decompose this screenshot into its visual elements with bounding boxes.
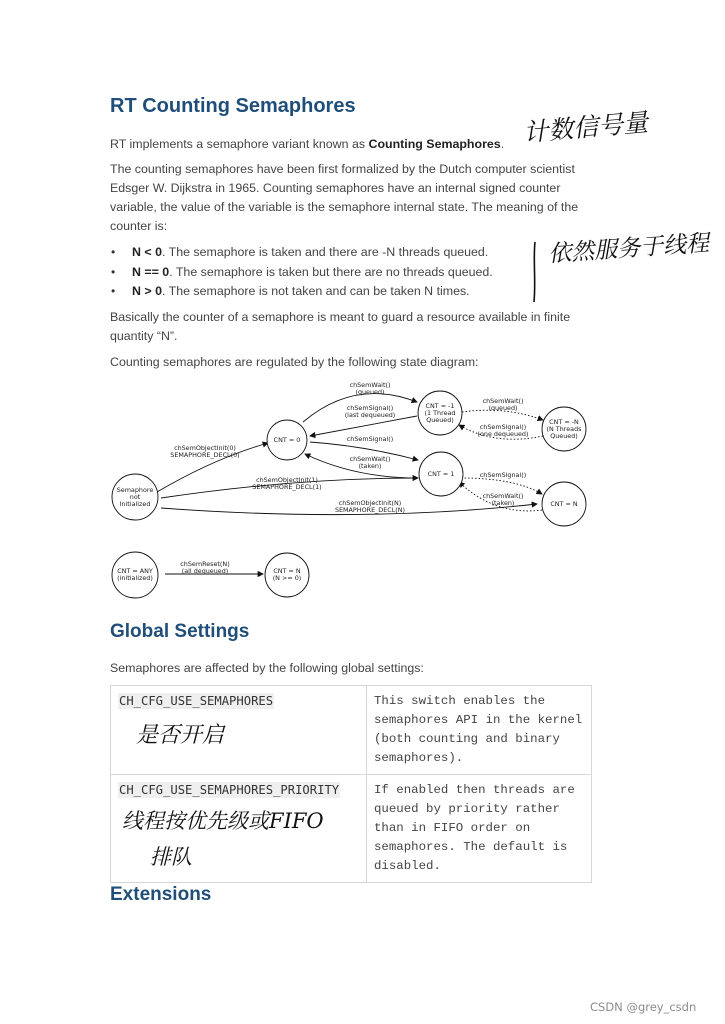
list-item bbox=[110, 263, 530, 283]
state-label: Queued) bbox=[550, 432, 578, 440]
setting-desc-cell bbox=[367, 775, 592, 883]
state-diagram bbox=[105, 378, 595, 603]
state-label: (N Threads bbox=[546, 425, 582, 433]
list-item-term: N < 0 bbox=[132, 245, 162, 259]
table-row bbox=[111, 775, 592, 883]
state-label: CNT = N bbox=[273, 567, 301, 575]
intro-text: RT implements a semaphore variant known as bbox=[110, 137, 369, 151]
state-label: CNT = N bbox=[550, 500, 578, 508]
setting-desc-cell bbox=[367, 686, 592, 775]
edge-label: (last dequeued) bbox=[344, 411, 396, 419]
setting-name: CH_CFG_USE_SEMAPHORES_PRIORITY bbox=[119, 783, 340, 797]
edge-label: chSemSignal() bbox=[346, 404, 394, 412]
edge-signal-last bbox=[310, 416, 417, 436]
edge-label: (all dequeued) bbox=[181, 567, 229, 575]
state-label: CNT = -1 bbox=[425, 402, 455, 410]
edge-label: (queued) bbox=[355, 388, 385, 396]
edge-label: (queued) bbox=[488, 404, 518, 412]
state-label: Semaphore bbox=[116, 486, 154, 494]
list-item-text: . The semaphore is not taken and can be taken N times. bbox=[161, 284, 470, 298]
settings-table bbox=[110, 685, 592, 883]
section-heading-global-settings: Global Settings bbox=[110, 621, 250, 642]
global-settings-intro: Semaphores are affected by the following global settings: bbox=[110, 661, 424, 675]
handwritten-note: 是否开启 bbox=[136, 723, 225, 748]
edge-label: (taken) bbox=[358, 462, 382, 470]
state-label: CNT = 0 bbox=[273, 436, 301, 444]
edge-label: chSemReset(N) bbox=[180, 560, 230, 568]
setting-description: If enabled then threads are queued by priority rather than in FIFO order on semaphores. The default is disabled. bbox=[374, 783, 575, 873]
state-label: (1 Thread bbox=[424, 409, 456, 417]
intro-bold-term: Counting Semaphores bbox=[368, 137, 501, 151]
edge-label: chSemObjectInit(1) bbox=[256, 476, 318, 484]
definition-paragraph: The counting semaphores have been first formalized by the Dutch computer scientist Edsger W. Dijkstra in 1965. Counting semaphores have an internal signed counter variable, the value of the variable is the semaphore internal state. The meaning of the counter is: bbox=[110, 162, 579, 233]
list-item bbox=[110, 282, 530, 302]
state-label: CNT = 1 bbox=[427, 470, 455, 478]
edge-label: chSemWait() bbox=[482, 492, 524, 500]
guard-paragraph: Basically the counter of a semaphore is meant to guard a resource available in finite quantity “N”. bbox=[110, 310, 571, 343]
state-label: CNT = ANY bbox=[117, 567, 153, 575]
handwritten-note-service: 依然服务于线程 bbox=[547, 230, 710, 268]
state-label: CNT = -N bbox=[549, 418, 579, 426]
state-label: (initialized) bbox=[117, 574, 153, 582]
setting-name: CH_CFG_USE_SEMAPHORES bbox=[119, 694, 274, 708]
list-item-term: N == 0 bbox=[132, 264, 170, 279]
edge-label: SEMAPHORE_DECL(1) bbox=[252, 483, 322, 491]
setting-description: This switch enables the semaphores API in the kernel (both counting and binary semaphores). bbox=[374, 694, 583, 765]
watermark: CSDN @grey_csdn bbox=[590, 1000, 697, 1014]
edge-label: chSemObjectInit(0) bbox=[174, 444, 236, 452]
edge-label: chSemWait() bbox=[349, 455, 391, 463]
table-row bbox=[111, 686, 592, 775]
page-title: RT Counting Semaphores bbox=[110, 95, 356, 117]
setting-name-cell bbox=[111, 686, 367, 775]
list-item-term: N > 0 bbox=[132, 284, 162, 298]
edge-label: SEMAPHORE_DECL(N) bbox=[334, 506, 406, 514]
counter-meaning-list bbox=[110, 243, 530, 302]
edge-label: chSemSignal() bbox=[346, 435, 394, 443]
section-heading-extensions: Extensions bbox=[110, 884, 212, 905]
state-label: not bbox=[129, 493, 141, 501]
edge-label: chSemSignal() bbox=[479, 423, 527, 431]
state-label: Queued) bbox=[426, 416, 454, 424]
edge-label: SEMAPHORE_DECL(0) bbox=[170, 451, 240, 459]
intro-suffix: . bbox=[500, 137, 505, 151]
state-label: Initialized bbox=[119, 500, 151, 508]
list-item bbox=[110, 243, 530, 263]
list-item-text: . The semaphore is taken and there are -N threads queued. bbox=[161, 245, 489, 259]
edge-label: chSemObjectInit(N) bbox=[338, 499, 402, 507]
edge-label: (taken) bbox=[491, 499, 515, 507]
diagram-intro: Counting semaphores are regulated by the following state diagram: bbox=[110, 355, 479, 369]
state-label: (N >= 0) bbox=[272, 574, 302, 582]
edge-label: (one dequeued) bbox=[477, 430, 529, 438]
setting-name-cell bbox=[111, 775, 367, 883]
handwritten-note: 线程按优先级或FIFO bbox=[122, 809, 324, 833]
edge-label: chSemWait() bbox=[349, 381, 391, 389]
edge-label: chSemWait() bbox=[482, 397, 524, 405]
edge-label: chSemSignal() bbox=[479, 471, 527, 479]
handwritten-bracket bbox=[527, 238, 541, 306]
handwritten-note: 排队 bbox=[150, 845, 192, 869]
list-item-text: . The semaphore is taken but there are no threads queued. bbox=[169, 264, 493, 279]
handwritten-note-counting: 计数信号量 bbox=[522, 107, 650, 148]
